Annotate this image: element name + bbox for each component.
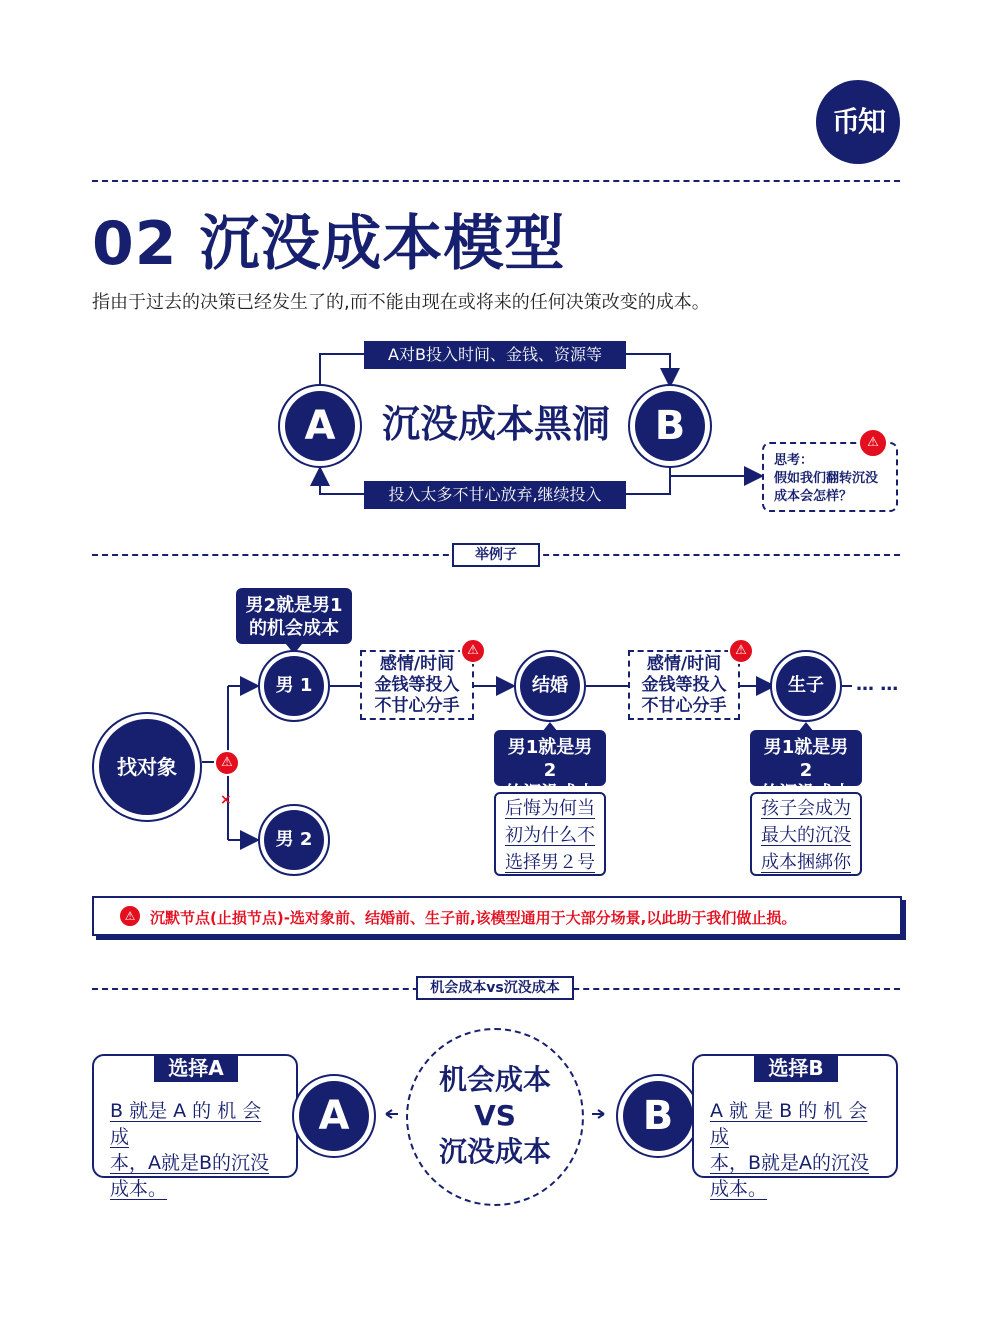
ellipsis: … …: [856, 674, 899, 695]
man2-node: 男 2: [264, 810, 324, 870]
stop-loss-banner: [92, 896, 902, 936]
compare-b-node: B: [623, 1081, 693, 1151]
root-ring: [92, 712, 202, 822]
compare-a-node: A: [299, 1081, 369, 1151]
note-line-3: 成本会怎样？: [774, 489, 853, 504]
vs-label: [406, 1062, 584, 1170]
bubble-line-2: 的机会成本: [249, 618, 339, 639]
child-line-3: 成本捆綁你: [761, 852, 851, 873]
opportunity-bubble: [236, 588, 352, 644]
invest2-line-3: 不甘心分手: [641, 696, 727, 716]
section-tag-compare: 机会成本vs沉没成本: [416, 976, 574, 1000]
bubble-marry-line-1: 男1就是男2: [507, 737, 593, 781]
marry-node: 结婚: [520, 656, 580, 716]
sunk-bubble-marry: [494, 730, 606, 786]
bubble-child-line-1: 男1就是男2: [763, 737, 849, 781]
brand-logo: 币知: [816, 80, 900, 164]
regret-line-1: 后悔为何当: [505, 798, 595, 819]
warning-icon: ⚠: [728, 638, 754, 664]
child-box: [750, 792, 862, 876]
bubble-line-1: 男2就是男1: [245, 595, 343, 616]
note-line-1: 思考：: [774, 453, 814, 468]
black-hole-label: 沉没成本黑洞: [381, 402, 610, 446]
child-ring: [770, 650, 842, 722]
choose-a-line-1: B 就是 A 的 机 会 成: [110, 1100, 262, 1148]
node-b-ring: [628, 384, 712, 468]
note-line-2: 假如我们翻转沉没: [774, 471, 879, 486]
invest2-line-2: 金钱等投入: [641, 675, 727, 695]
choose-a-text: [110, 1098, 286, 1202]
bottom-flow-label: 投入太多不甘心放弃,继续投入: [364, 481, 626, 509]
man1-node: 男 1: [264, 656, 324, 716]
regret-line-3: 选择男２号: [505, 852, 595, 873]
choose-a-line-2: 本，A就是B的沉没: [110, 1152, 270, 1174]
man1-ring: [258, 650, 330, 722]
child-node: 生子: [776, 656, 836, 716]
invest1-line-1: 感情/时间: [379, 654, 455, 674]
compare-a-ring: [292, 1074, 376, 1158]
choose-b-line-1: A 就 是 B 的 机 会 成: [710, 1100, 868, 1148]
cross-mark: ×: [220, 792, 232, 808]
choose-b-line-2: 本，B就是A的沉没: [710, 1152, 870, 1174]
page-title: 02 沉没成本模型: [92, 209, 566, 279]
node-a: A: [285, 391, 355, 461]
choose-b-line-3: 成本。: [710, 1178, 768, 1200]
page-subtitle: 指由于过去的决策已经发生了的,而不能由现在或将来的任何决策改变的成本。: [92, 292, 710, 313]
choose-a-title: 选择A: [154, 1054, 238, 1082]
child-line-1: 孩子会成为: [761, 798, 851, 819]
child-line-2: 最大的沉没: [761, 825, 851, 846]
man2-ring: [258, 804, 330, 876]
vs-line-1: 机会成本: [438, 1063, 551, 1096]
compare-b-ring: [616, 1074, 700, 1158]
warning-icon: ⚠: [858, 428, 888, 458]
invest2-line-1: 感情/时间: [646, 654, 722, 674]
invest-box-2: [628, 650, 740, 720]
node-a-ring: [278, 384, 362, 468]
banner-text: 沉默节点(止损节点)-选对象前、结婚前、生子前,该模型通用于大部分场景,以此助于我们做止损。: [150, 909, 797, 927]
invest-box-1: [360, 650, 474, 720]
choose-a-line-3: 成本。: [110, 1178, 168, 1200]
marry-ring: [514, 650, 586, 722]
warning-icon: ⚠: [460, 638, 486, 664]
section-tag-example: 举例子: [452, 543, 540, 567]
regret-box: [494, 792, 606, 876]
vs-line-2: VS: [474, 1099, 516, 1132]
root-node: 找对象: [99, 719, 195, 815]
choose-b-text: [710, 1098, 886, 1202]
invest1-line-2: 金钱等投入: [374, 675, 460, 695]
warning-icon: ⚠: [118, 904, 142, 928]
choose-b-title: 选择B: [754, 1054, 838, 1082]
warning-icon: ⚠: [214, 750, 240, 776]
invest1-line-3: 不甘心分手: [374, 696, 460, 716]
vs-line-3: 沉没成本: [438, 1135, 551, 1168]
sunk-bubble-child: [750, 730, 862, 786]
node-b: B: [635, 391, 705, 461]
top-flow-label: A对B投入时间、金钱、资源等: [364, 341, 626, 369]
regret-line-2: 初为什么不: [505, 825, 595, 846]
